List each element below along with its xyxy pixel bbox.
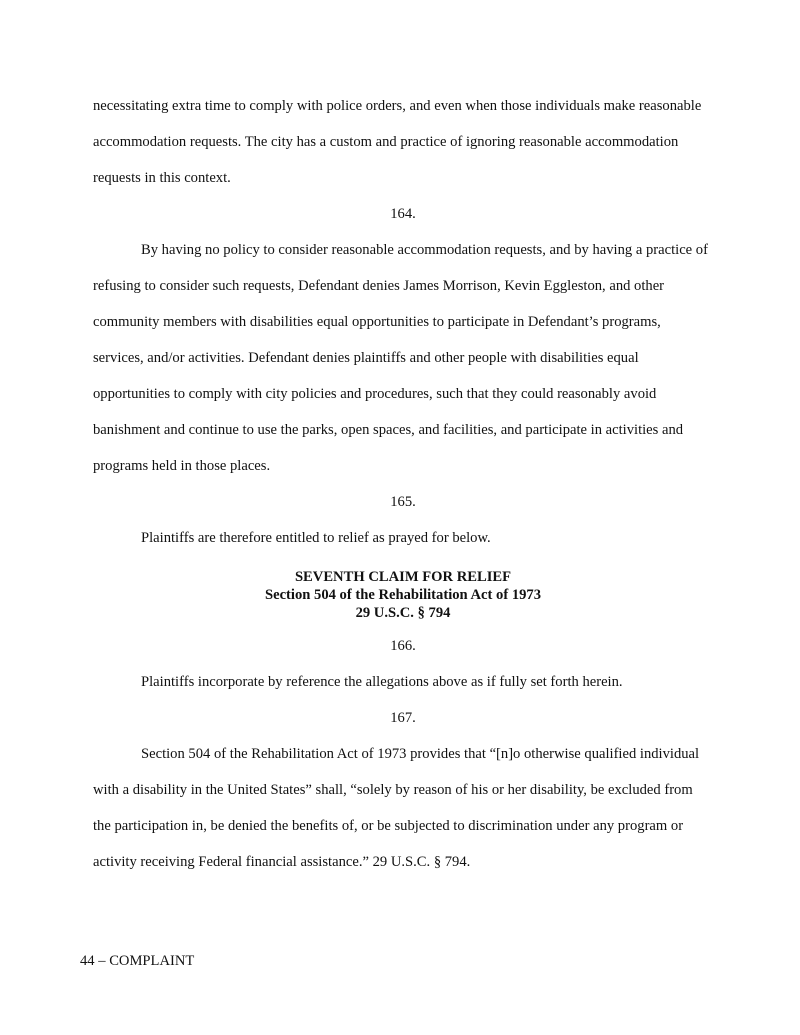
paragraph-166: Plaintiffs incorporate by reference the allegations above as if fully set forth herein. <box>141 674 623 690</box>
paragraph-165: Plaintiffs are therefore entitled to relief as prayed for below. <box>141 530 491 546</box>
paragraph-167: Section 504 of the Rehabilitation Act of 1973 provides that “[n]o otherwise qualified individual with a disability in the United States” shall, “solely by reason of his or her disability, be excluded from the participation in, be denied the benefits of, or be subjected to discrimination under any program or activity receiving Federal financial assistance.” 29 U.S.C. § 794. <box>93 746 700 870</box>
claim-heading <box>93 568 713 622</box>
paragraph-number-164: 164. <box>390 206 416 222</box>
claim-heading-title: SEVENTH CLAIM FOR RELIEF <box>294 569 512 585</box>
page-footer: 44 – COMPLAINT <box>80 953 195 969</box>
paragraph-number-166: 166. <box>390 638 416 654</box>
document-body <box>93 88 713 880</box>
paragraph-number-165: 165. <box>390 494 416 510</box>
claim-heading-citation: 29 U.S.C. § 794 <box>355 605 451 621</box>
paragraph-continuation: necessitating extra time to comply with police orders, and even when those individuals make reasonable accommodation requests. The city has a custom and practice of ignoring reasonable accommodation requests in this context. <box>93 98 702 186</box>
paragraph-164: By having no policy to consider reasonable accommodation requests, and by having a practice of refusing to consider such requests, Defendant denies James Morrison, Kevin Eggleston, and other community members with disabilities equal opportunities to participate in Defendant’s programs, services, and/or activities. Defendant denies plaintiffs and other people with disabilities equal opportunities to comply with city policies and procedures, such that they could reasonably avoid banishment and continue to use the parks, open spaces, and facilities, and participate in activities and programs held in those places. <box>93 242 708 474</box>
claim-heading-statute: Section 504 of the Rehabilitation Act of 1973 <box>264 587 542 603</box>
paragraph-number-167: 167. <box>390 710 416 726</box>
